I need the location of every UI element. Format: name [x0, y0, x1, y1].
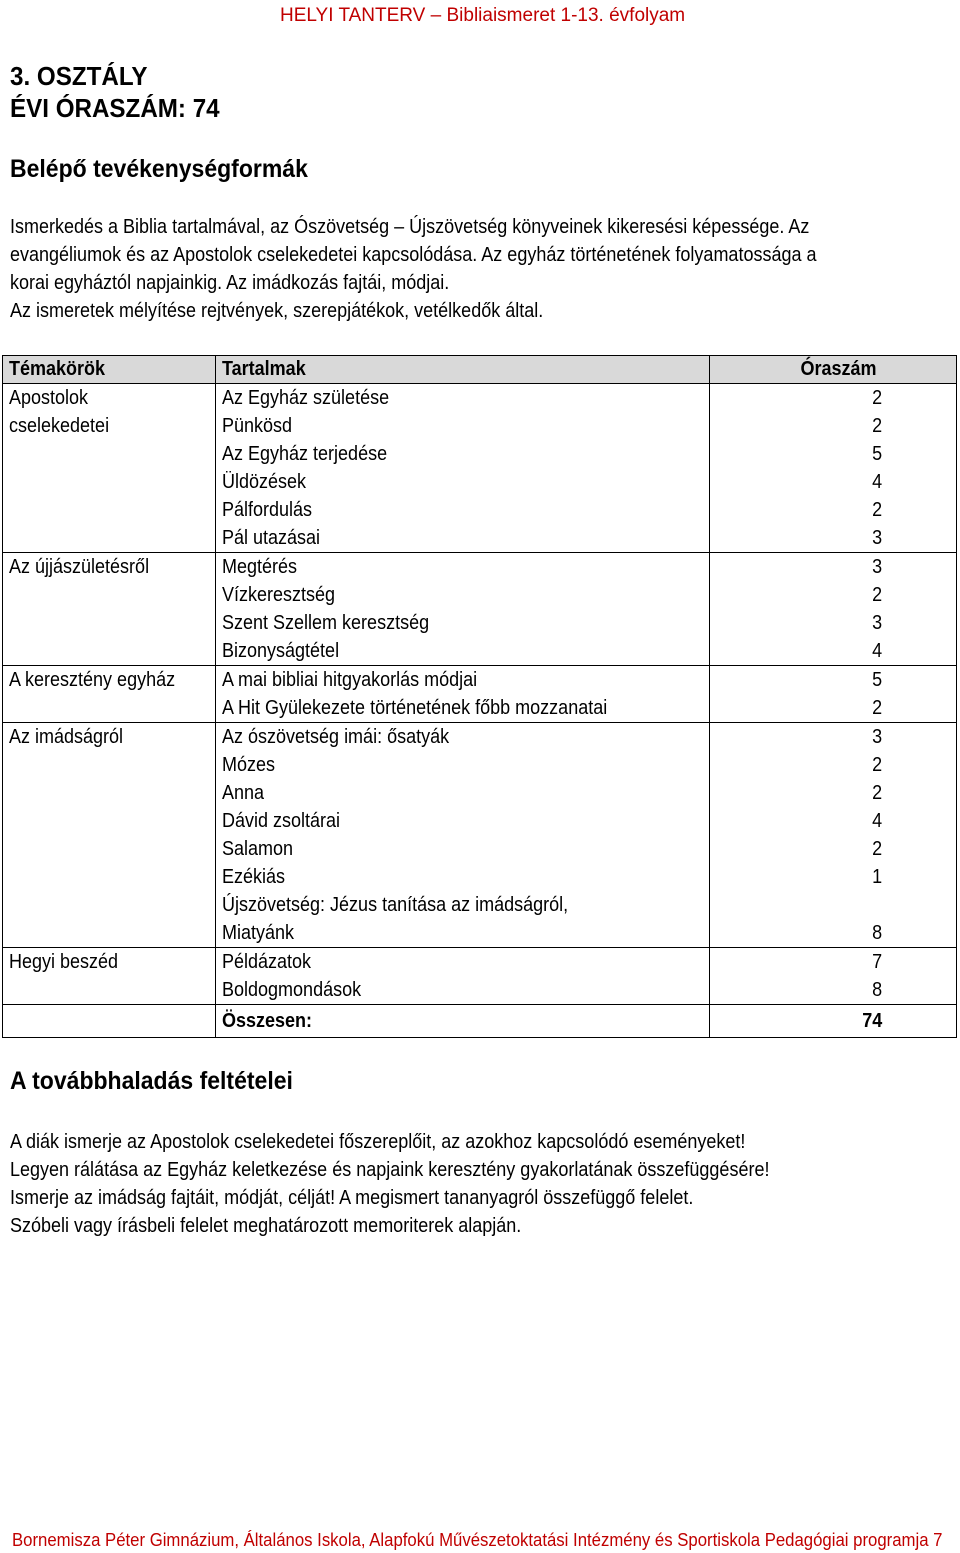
- contents-cell: [216, 666, 710, 723]
- hours-value: 4: [871, 810, 882, 832]
- total-label: Összesen:: [216, 1005, 710, 1038]
- content-item: Vízkeresztség: [222, 584, 336, 606]
- topic-group-row: [3, 553, 957, 666]
- conditions-paragraph: [10, 1128, 910, 1240]
- content-item: Boldogmondások: [222, 979, 362, 1001]
- hours-value: 5: [871, 669, 882, 691]
- intro-line: korai egyháztól napjainkig. Az imádkozás fajtái, módjai.: [10, 272, 450, 294]
- running-header: HELYI TANTERV – Bibliaismeret 1-13. évfolyam: [280, 5, 686, 26]
- intro-paragraph: [10, 213, 910, 325]
- class-title: [10, 60, 220, 124]
- hours-value: 3: [871, 527, 882, 549]
- hours-value: 2: [871, 415, 882, 437]
- hours-cell: [710, 948, 957, 1005]
- hours-value: 2: [871, 697, 882, 719]
- total-hours: 74: [710, 1005, 957, 1038]
- topic-label: Az újjászületésről: [9, 556, 150, 578]
- topic-label: A keresztény egyház: [9, 669, 176, 691]
- total-row: [3, 1005, 957, 1038]
- content-item: Szent Szellem keresztség: [222, 612, 430, 634]
- topic-cell: [3, 723, 216, 948]
- topic-cell: [3, 948, 216, 1005]
- content-item: Pünkösd: [222, 415, 293, 437]
- header-topics: Témakörök: [3, 356, 216, 384]
- content-item: A Hit Gyülekezete történetének főbb mozzanatai: [222, 697, 608, 719]
- content-item: Mózes: [222, 754, 276, 776]
- contents-cell: [216, 384, 710, 553]
- content-item: Az Egyház születése: [222, 387, 390, 409]
- content-item: Miatyánk: [222, 922, 295, 944]
- contents-cell: [216, 948, 710, 1005]
- content-item: Dávid zsoltárai: [222, 810, 341, 832]
- class-title-line: 3. OSZTÁLY: [10, 61, 148, 91]
- page-footer: [12, 1530, 942, 1551]
- intro-line: evangéliumok és az Apostolok cselekedetei kapcsolódása. Az egyház történetének folyamatossága a: [10, 244, 817, 266]
- content-item: Ezékiás: [222, 866, 286, 888]
- content-item: Üldözések: [222, 471, 307, 493]
- hours-value: 3: [871, 726, 882, 748]
- topic-label: Az imádságról: [9, 726, 124, 748]
- hours-value: 7: [871, 951, 882, 973]
- annual-hours-line: ÉVI ÓRASZÁM: 74: [10, 93, 220, 123]
- hours-value: 2: [871, 754, 882, 776]
- conditions-line: A diák ismerje az Apostolok cselekedetei főszereplőit, az azokhoz kapcsolódó eseményeket!: [10, 1131, 746, 1153]
- total-empty-cell: [3, 1005, 216, 1038]
- content-item: Pálfordulás: [222, 499, 313, 521]
- intro-line: Ismerkedés a Biblia tartalmával, az Ószövetség – Újszövetség könyveinek kikeresési képessége. Az: [10, 216, 810, 238]
- conditions-line: Legyen rálátása az Egyház keletkezése és napjaink keresztény gyakorlatának összefüggésére!: [10, 1159, 770, 1181]
- contents-cell: [216, 723, 710, 948]
- hours-value: 5: [871, 443, 882, 465]
- content-item: Az Egyház terjedése: [222, 443, 388, 465]
- curriculum-table: [2, 355, 957, 1038]
- hours-value: 2: [871, 838, 882, 860]
- page-number: 7: [933, 1530, 943, 1550]
- topic-group-row: [3, 948, 957, 1005]
- header-hours: Óraszám: [710, 356, 957, 384]
- topic-label: Apostolok cselekedetei: [9, 387, 110, 437]
- hours-value: 3: [871, 612, 882, 634]
- hours-value: 2: [871, 584, 882, 606]
- footer-text: Bornemisza Péter Gimnázium, Általános Iskola, Alapfokú Művészetoktatási Intézmény és Sportiskola Pedagógiai programja: [12, 1530, 929, 1550]
- topic-group-row: [3, 723, 957, 948]
- hours-cell: [710, 553, 957, 666]
- hours-cell: [710, 666, 957, 723]
- conditions-line: Ismerje az imádság fajtáit, módját, célját! A megismert tananyagról összefüggő felelet.: [10, 1187, 694, 1209]
- intro-heading: Belépő tevékenységformák: [10, 155, 308, 183]
- hours-value: 8: [871, 979, 882, 1001]
- hours-value: 3: [871, 556, 882, 578]
- content-item: Pál utazásai: [222, 527, 321, 549]
- content-item: Példázatok: [222, 951, 312, 973]
- topic-cell: [3, 384, 216, 553]
- hours-value: [716, 891, 882, 919]
- content-item: Újszövetség: Jézus tanítása az imádságról,: [222, 894, 569, 916]
- header-contents: Tartalmak: [216, 356, 710, 384]
- table-header-row: [3, 356, 957, 384]
- topic-label: Hegyi beszéd: [9, 951, 119, 973]
- content-item: Salamon: [222, 838, 294, 860]
- topic-cell: [3, 666, 216, 723]
- content-item: Bizonyságtétel: [222, 640, 340, 662]
- topic-group-row: [3, 666, 957, 723]
- hours-cell: [710, 723, 957, 948]
- topic-group-row: [3, 384, 957, 553]
- hours-value: 2: [871, 782, 882, 804]
- hours-value: 1: [871, 866, 882, 888]
- hours-value: 2: [871, 499, 882, 521]
- hours-value: 8: [871, 922, 882, 944]
- topic-cell: [3, 553, 216, 666]
- content-item: Anna: [222, 782, 265, 804]
- content-item: Az ószövetség imái: ősatyák: [222, 726, 450, 748]
- contents-cell: [216, 553, 710, 666]
- intro-line: Az ismeretek mélyítése rejtvények, szerepjátékok, vetélkedők által.: [10, 300, 544, 322]
- hours-value: 4: [871, 640, 882, 662]
- conditions-line: Szóbeli vagy írásbeli felelet meghatározott memoriterek alapján.: [10, 1215, 522, 1237]
- hours-value: 4: [871, 471, 882, 493]
- hours-cell: [710, 384, 957, 553]
- hours-value: 2: [871, 387, 882, 409]
- content-item: A mai bibliai hitgyakorlás módjai: [222, 669, 478, 691]
- conditions-heading: A továbbhaladás feltételei: [10, 1067, 293, 1095]
- content-item: Megtérés: [222, 556, 298, 578]
